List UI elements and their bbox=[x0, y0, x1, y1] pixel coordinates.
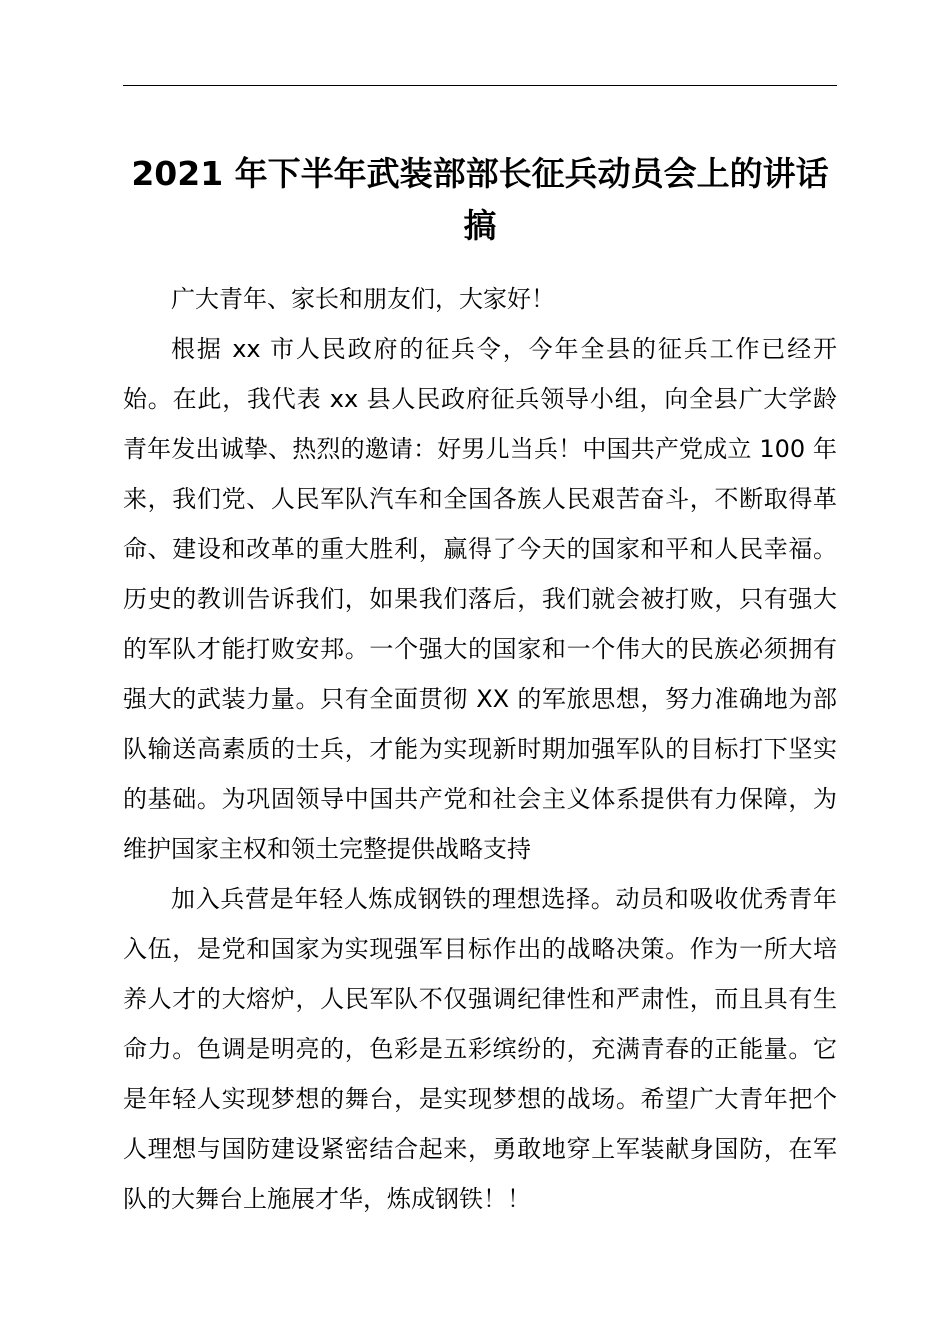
paragraph-joining-army: 加入兵营是年轻人炼成钢铁的理想选择。动员和吸收优秀青年入伍，是党和国家为实现强军目标作出的战略决策。作为一所大培养人才的大熔炉，人民军队不仅强调纪律性和严肃性，而且具有生命力。色调是明亮的，色彩是五彩缤纷的，充满青春的正能量。它是年轻人实现梦想的舞台，是实现梦想的战场。希望广大青年把个人理想与国防建设紧密结合起来，勇敢地穿上军装献身国防，在军队的大舞台上施展才华，炼成钢铁！！ bbox=[123, 885, 837, 1213]
document-body bbox=[123, 274, 837, 1224]
header-divider bbox=[123, 85, 837, 86]
paragraph-greeting: 广大青年、家长和朋友们，大家好！ bbox=[171, 285, 555, 313]
paragraph-conscription-order: 根据 xx 市人民政府的征兵令，今年全县的征兵工作已经开始。在此，我代表 xx 县人民政府征兵领导小组，向全县广大学龄青年发出诚挚、热烈的邀请：好男儿当兵！中国共产党成立 100 年来，我们党、人民军队汽车和全国各族人民艰苦奋斗，不断取得革命、建设和改革的重大胜利，赢得了今天的国家和平和人民幸福。历史的教训告诉我们，如果我们落后，我们就会被打败，只有强大的军队才能打败安邦。一个强大的国家和一个伟大的民族必须拥有强大的武装力量。只有全面贯彻 XX 的军旅思想，努力准确地为部队输送高素质的士兵，才能为实现新时期加强军队的目标打下坚实的基础。为巩固领导中国共产党和社会主义体系提供有力保障，为维护国家主权和领土完整提供战略支持 bbox=[123, 335, 837, 863]
page-title: 2021 年下半年武装部部长征兵动员会上的讲话搞 bbox=[131, 154, 829, 245]
